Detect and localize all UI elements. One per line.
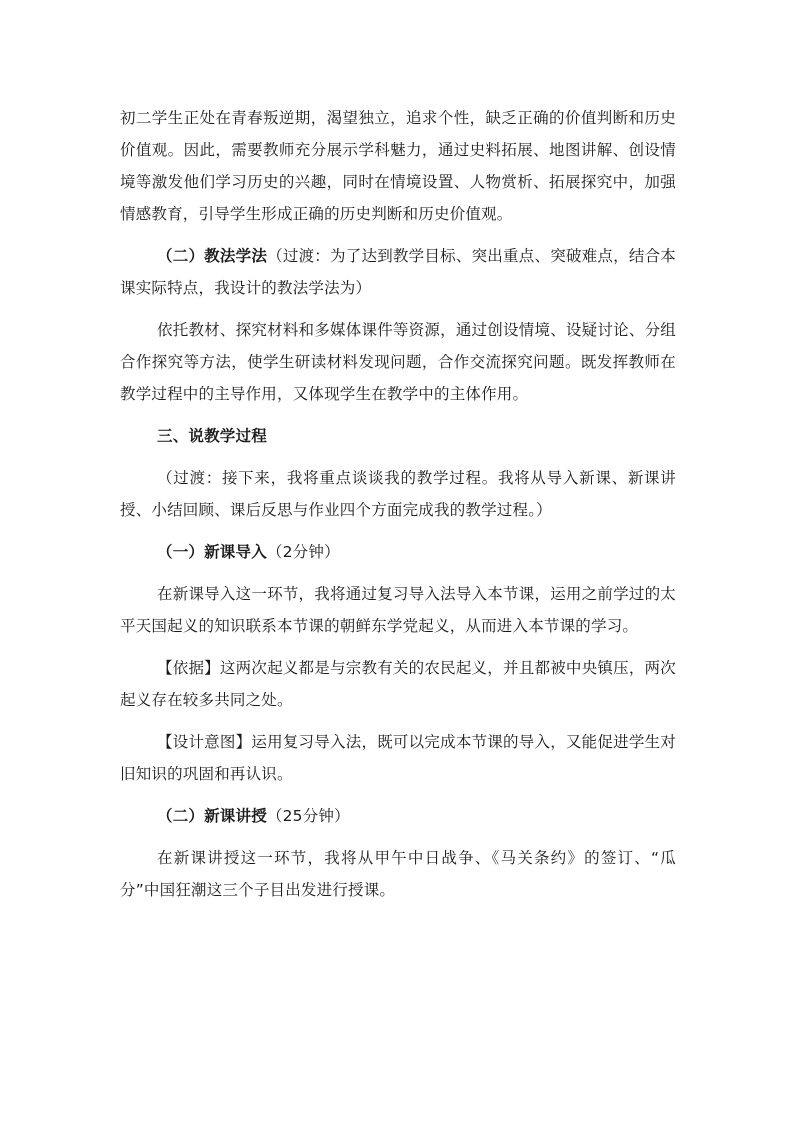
duration-introduction: （2分钟） bbox=[266, 543, 340, 561]
transition-note-process: （过渡：接下来，我将重点谈谈我的教学过程。我将从导入新课、新课讲授、小结回顾、课后反思与作业四个方面完成我的教学过程。） bbox=[120, 469, 676, 519]
section-teaching-methods bbox=[120, 240, 676, 304]
subsection-new-lesson bbox=[120, 800, 676, 832]
subsection-heading-introduction: （一）新课导入 bbox=[157, 543, 267, 561]
transition-note-methods: （过渡：为了达到教学目标、突出重点、突破难点，结合本课实际特点，我设计的教法学法为） bbox=[120, 247, 677, 297]
design-intent-text: 运用复习导入法，既可以完成本节课的导入，又能促进学生对旧知识的巩固和再认识。 bbox=[120, 733, 677, 783]
paragraph-new-lesson: 在新课讲授这一环节，我将从甲午中日战争、《马关条约》的签订、“瓜分”中国狂潮这三个子目出发进行授课。 bbox=[120, 849, 676, 899]
design-intent-label: 【设计意图】 bbox=[157, 733, 252, 751]
document-page bbox=[120, 102, 676, 916]
paragraph-introduction: 在新课导入这一环节，我将通过复习导入法导入本节课，运用之前学过的太平天国起义的知识联系本节课的朝鲜东学党起义，从而进入本节课的学习。 bbox=[120, 585, 676, 635]
paragraph-basis bbox=[120, 652, 676, 716]
paragraph-methods: 依托教材、探究材料和多媒体课件等资源，通过创设情境、设疑讨论、分组合作探究等方法，使学生研读材料发现问题，合作交流探究问题。既发挥教师在教学过程中的主导作用，又体现学生在教学中的主体作用。 bbox=[120, 321, 676, 403]
duration-new-lesson: （25分钟） bbox=[266, 807, 350, 825]
subsection-heading-new-lesson: （二）新课讲授 bbox=[157, 807, 267, 825]
basis-label: 【依据】 bbox=[157, 659, 220, 677]
subsection-introduction bbox=[120, 536, 676, 568]
basis-text: 这两次起义都是与宗教有关的农民起义，并且都被中央镇压，两次起义存在较多共同之处。 bbox=[120, 659, 676, 709]
paragraph-student-analysis: 初二学生正处在青春叛逆期，渴望独立，追求个性，缺乏正确的价值判断和历史价值观。因此，需要教师充分展示学科魅力，通过史料拓展、地图讲解、创设情境等激发他们学习历史的兴趣，同时在情境设置、人物赏析、拓展探究中，加强情感教育，引导学生形成正确的历史判断和历史价值观。 bbox=[120, 109, 676, 223]
paragraph-design-intent bbox=[120, 726, 676, 790]
section-heading-teaching-process: 三、说教学过程 bbox=[157, 427, 267, 445]
section-heading-teaching-methods: （二）教法学法 bbox=[157, 247, 268, 265]
